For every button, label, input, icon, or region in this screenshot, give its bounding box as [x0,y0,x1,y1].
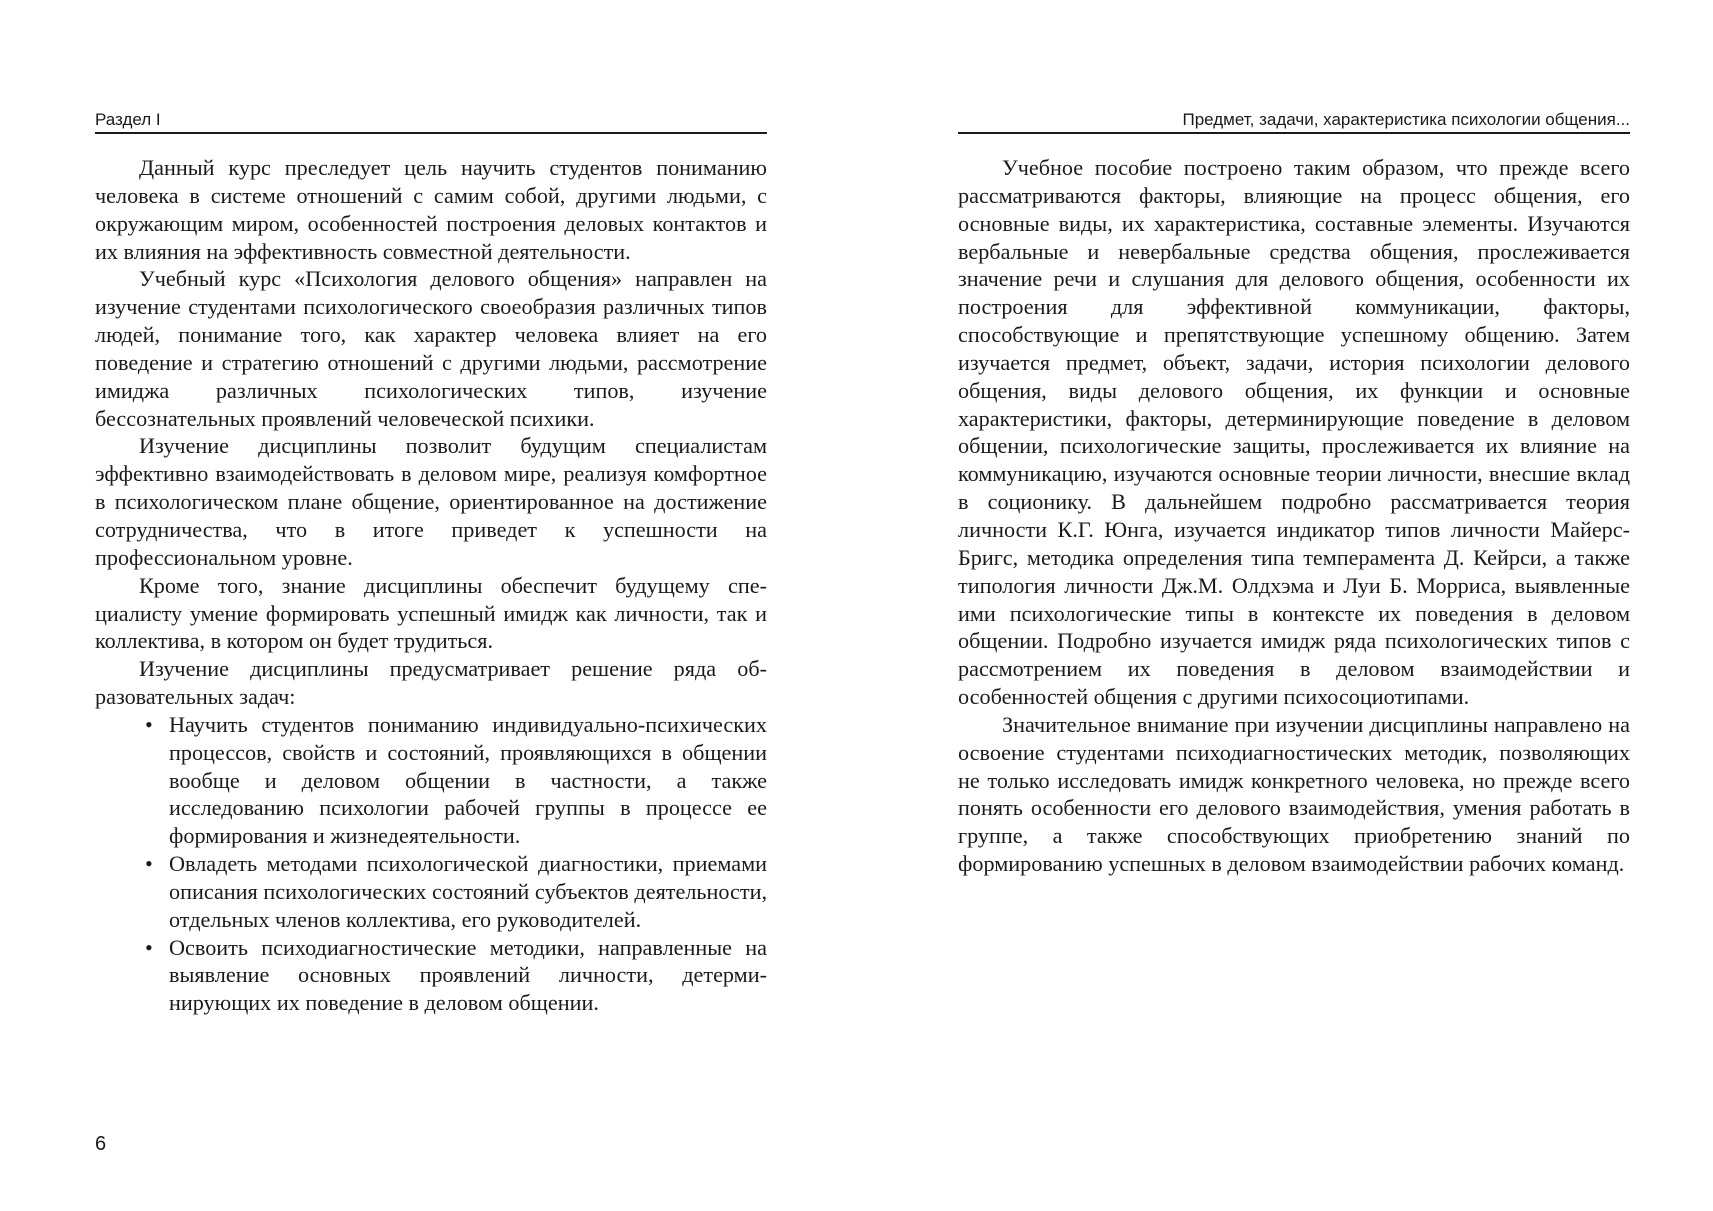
bullet-icon: • [145,851,153,877]
paragraph: Данный курс преследует цель научить студентов пониманию человека в системе отношений с самим собой, другими людьми, с окружающим миром, особенностей построения деловых контактов и их влияния на эффективность совместной деятельности. [95,155,767,264]
running-head-right [958,110,1630,134]
task-list [95,711,767,1017]
chapter-title: Предмет, задачи, характеристика психологии общения... [1182,110,1630,129]
page-number: 6 [95,1133,107,1155]
bullet-icon: • [145,934,153,960]
paragraph: Учебный курс «Психология делового общения» направлен на изучение студентами психологического своеобразия различных типов людей, понимание того, как характер человека влияет на его поведение и стратегию отношений с другими людьми, рассмотрение имиджа различных психологических типов, изучение бессознательных проявлений человеческой психики. [95,266,767,431]
list-item-text: Освоить психодиагностические методики, направленные на выявление основных проявлений личности, детерминирующих их поведение в деловом общении. [169,934,767,1016]
left-body-text [95,154,767,1017]
running-head-left [95,110,767,134]
paragraph: Кроме того, знание дисциплины обеспечит будущему специалисту умение формировать успешный имидж как личности, так и коллектива, в котором он будет трудиться. [95,572,767,654]
list-item-text: Научить студентов пониманию индивидуально-психических процессов, свойств и состояний, проявляющихся в общении вообще и деловом общении в частности, а также исследованию психологии рабочей группы в процессе ее формирования и жизнедеятельности. [169,711,767,849]
paragraph: Учебное пособие построено таким образом, что прежде всего рассматриваются факторы, влияющие на процесс общения, его основные виды, их характеристика, составные элементы. Изучаются вербальные и невербальные средства общения, прослеживается значение речи и слушания для делового общения, особенности их построения для эффективной коммуникации, факторы, способствующие и препятствующие успешному общению. Затем изучается предмет, объект, задачи, история психологии делового общения, виды делового общения, их функции и основные характеристики, факторы, детерминирующие поведение в деловом общении, психологические защиты, прослеживается их влияние на коммуникацию, изучаются основные теории личности, внесшие вклад в соционику. В дальнейшем подробно рассматривается теория личности К.Г. Юнга, изучается индикатор типов личности Майерс-Бригс, методика определения типа темперамента Д. Кейрси, а также типология личности Дж.М. Олдхэма и Луи Б. Морриса, выявленные ими психологические типы в контексте их поведения в деловом общении. Подробно изучается имидж ряда психологических типов с рассмотрением их поведения в деловом взаимодействии и особенностей общения с другими психосоциотипами. [958,155,1630,710]
bullet-icon: • [145,711,153,737]
section-label: Раздел I [95,110,161,129]
list-item [95,850,767,934]
paragraph: Значительное внимание при изучении дисциплины направлено на освоение студентами психодиагностических методик, позволяющих не только исследовать имидж конкретного человека, но прежде всего понять особенности его делового взаимодействия, умения работать в группе, а также способствующих приобретению знаний по формированию успешных в деловом взаимодействии рабочих команд. [958,711,1630,877]
paragraph: Изучение дисциплины позволит будущим специалистам эффективно взаимодействовать в деловом мире, реализуя комфортное в психологическом плане общение, ориентированное на достижение сотрудничества, что в итоге приведет к успешности на профессиональном уровне. [95,433,767,570]
list-item [95,711,767,850]
right-body-text [958,154,1630,878]
list-item-text: Овладеть методами психологической диагностики, приемами описания психологических состояний субъектов деятельности, отдельных членов коллектива, его руководителей. [169,851,767,932]
paragraph: Изучение дисциплины предусматривает решение ряда образовательных задач: [95,656,767,710]
list-item [95,934,767,1018]
